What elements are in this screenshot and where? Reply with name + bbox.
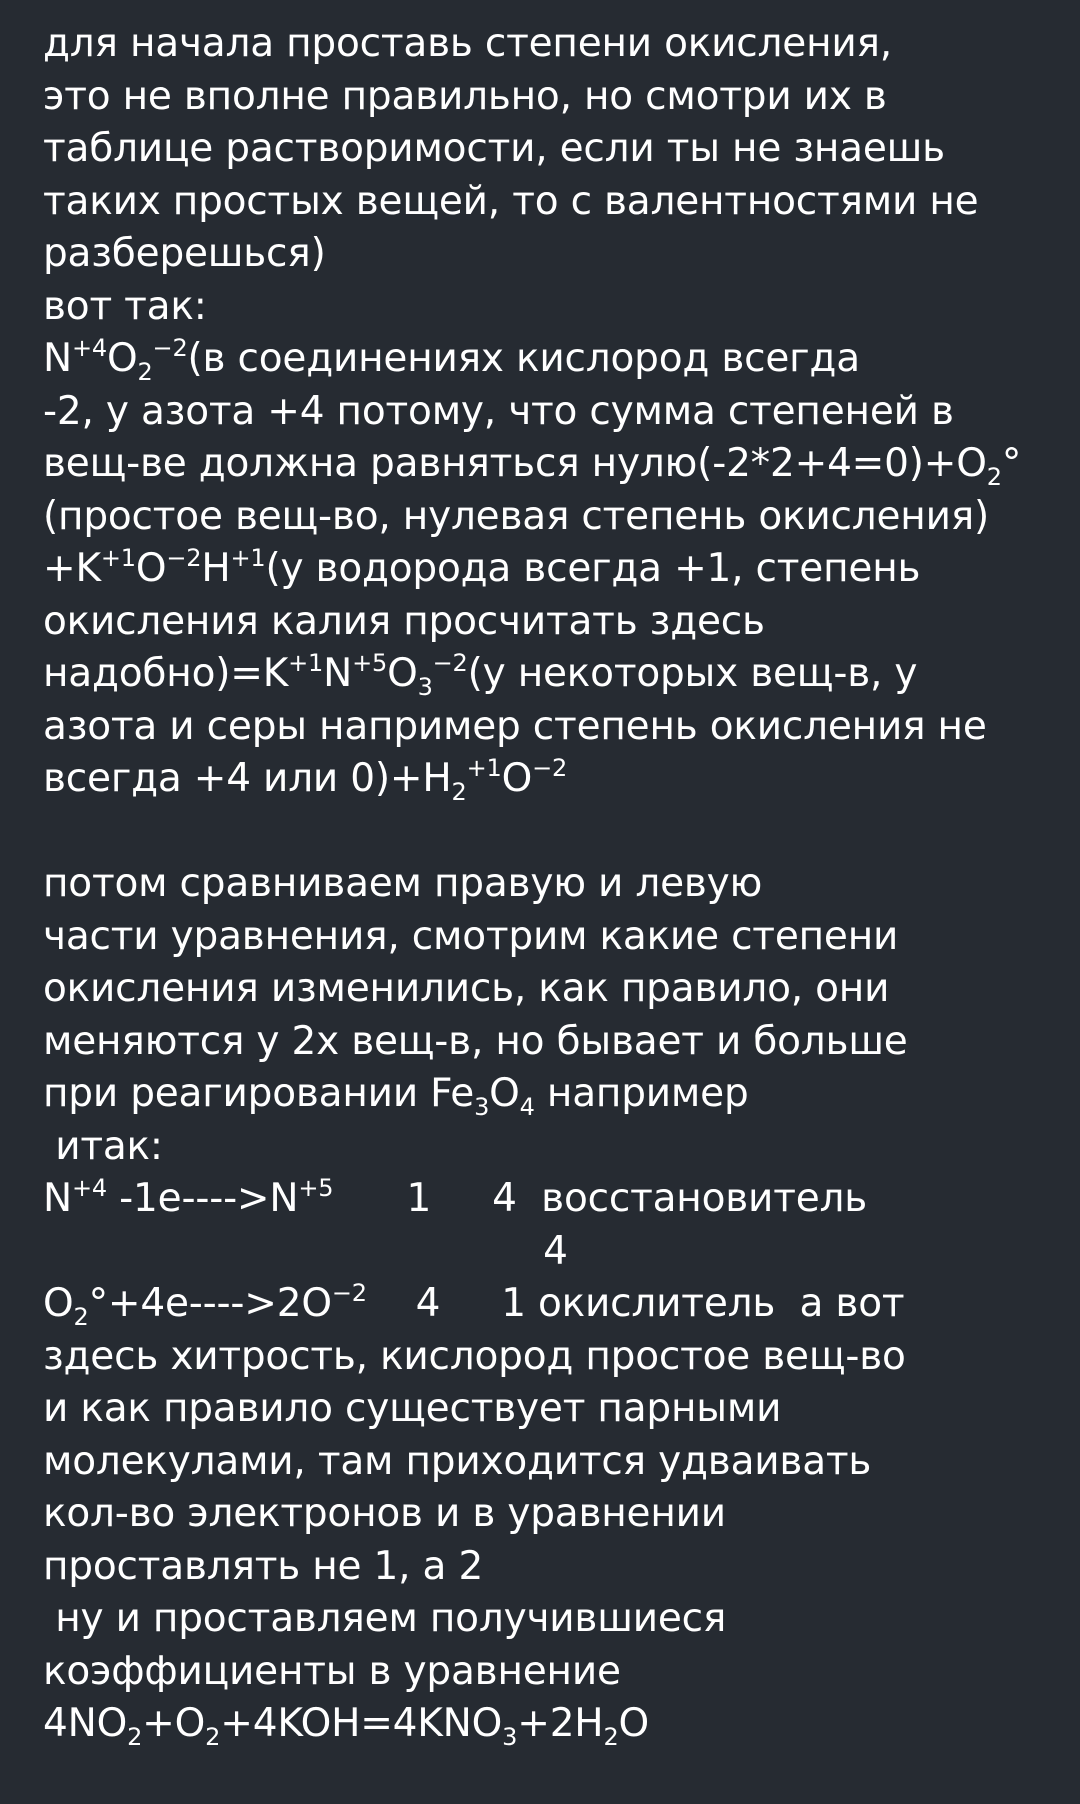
text-run: O: [135, 546, 167, 591]
text-run: проставлять не 1, а 2: [43, 1543, 484, 1589]
text-line: [43, 858, 1063, 911]
superscript: −2: [532, 754, 568, 782]
text-run: и как правило существует парными: [43, 1386, 782, 1431]
text-line: [43, 491, 1063, 544]
superscript: −2: [432, 649, 468, 677]
text-run: O: [387, 651, 418, 696]
text-run: O: [618, 1701, 650, 1746]
subscript: 3: [417, 673, 433, 701]
text-line: [43, 1488, 1063, 1541]
text-line: [43, 1646, 1063, 1699]
text-line: [43, 648, 1063, 701]
subscript: 4: [519, 1093, 535, 1121]
text-run: N: [43, 1176, 72, 1221]
text-run: +2H: [517, 1701, 604, 1746]
text-run: это не вполне правильно, но смотри их в: [43, 73, 887, 119]
subscript: 2: [451, 778, 467, 806]
text-run: коэффициенты в уравнение: [43, 1648, 621, 1694]
text-line: [43, 1226, 1063, 1279]
text-run: 4: [43, 1228, 568, 1274]
superscript: +1: [288, 649, 324, 677]
answer-text: [43, 18, 1063, 1751]
text-run: молекулами, там приходится удваивать: [43, 1438, 872, 1484]
superscript: −2: [152, 334, 188, 362]
text-line: [43, 701, 1063, 754]
text-run: для начала проставь степени окисления,: [43, 21, 892, 66]
text-run: (в соединениях кислород всегда: [187, 336, 860, 381]
text-run: итак:: [43, 1123, 163, 1169]
text-run: меняются у 2х вещ-в, но бывает и больше: [43, 1018, 908, 1064]
text-line: [43, 333, 1063, 386]
text-run: здесь хитрость, кислород простое вещ-во: [43, 1333, 906, 1379]
text-run: 1 4 восстановитель: [333, 1176, 868, 1221]
subscript: 2: [986, 463, 1002, 491]
text-run: -1e---->N: [106, 1176, 299, 1221]
text-line: [43, 1436, 1063, 1489]
text-line: [43, 1331, 1063, 1384]
superscript: −2: [331, 1279, 367, 1307]
text-run: части уравнения, смотрим какие степени: [43, 913, 899, 959]
text-run: окисления изменились, как правило, они: [43, 966, 890, 1011]
text-run: азота и серы например степень окисления не: [43, 703, 987, 749]
subscript: 2: [127, 1723, 143, 1751]
text-run: °+4e---->2O: [88, 1281, 332, 1326]
text-line: [43, 386, 1063, 439]
text-line: [43, 1016, 1063, 1069]
superscript: +5: [298, 1174, 334, 1202]
text-run: O: [106, 336, 138, 381]
subscript: 2: [205, 1723, 221, 1751]
subscript: 3: [502, 1723, 518, 1751]
text-line: [43, 1541, 1063, 1594]
text-line: [43, 1173, 1063, 1226]
superscript: +5: [352, 649, 388, 677]
superscript: +1: [466, 754, 502, 782]
text-line: [43, 911, 1063, 964]
text-run: -2, у азота +4 потому, что сумма степеней в: [43, 388, 954, 434]
text-line: [43, 18, 1063, 71]
text-line: [43, 176, 1063, 229]
text-run: всегда +4 или 0)+H: [43, 756, 452, 801]
superscript: −2: [166, 544, 202, 572]
text-line: [43, 753, 1063, 806]
text-run: надобно)=K: [43, 651, 289, 696]
text-run: ну и проставляем получившиеся: [43, 1596, 727, 1641]
text-run: N: [323, 651, 353, 696]
text-line: [43, 963, 1063, 1016]
text-run: (простое вещ-во, нулевая степень окисления): [43, 493, 989, 539]
text-line: [43, 438, 1063, 491]
subscript: 3: [474, 1093, 490, 1121]
text-line: [43, 228, 1063, 281]
subscript: 2: [73, 1303, 89, 1331]
text-line: [43, 1698, 1063, 1751]
text-line: [43, 281, 1063, 334]
superscript: +4: [71, 1174, 107, 1202]
text-run: O: [501, 756, 533, 801]
text-run: N: [43, 336, 72, 381]
text-run: +K: [43, 546, 101, 591]
text-line: [43, 1383, 1063, 1436]
text-line: [43, 596, 1063, 649]
text-run: вот так:: [43, 283, 207, 329]
text-run: 4NO: [43, 1701, 128, 1746]
text-run: окисления калия просчитать здесь: [43, 598, 765, 644]
superscript: +4: [71, 334, 107, 362]
text-run: разберешься): [43, 231, 326, 276]
text-line: [43, 1121, 1063, 1174]
text-run: таких простых вещей, то с валентностями не: [43, 178, 979, 224]
text-run: потом сравниваем правую и левую: [43, 861, 763, 906]
text-line: [43, 1278, 1063, 1331]
text-run: (у некоторых вещ-в, у: [467, 651, 918, 696]
text-run: O: [489, 1071, 520, 1116]
text-line: [43, 123, 1063, 176]
text-run: таблице растворимости, если ты не знаешь: [43, 126, 945, 171]
text-run: вещ-ве должна равняться нулю(-2*2+4=0)+O: [43, 441, 987, 486]
text-run: например: [534, 1071, 749, 1116]
text-run: 4 1 окислитель а вот: [366, 1281, 905, 1326]
superscript: +1: [230, 544, 266, 572]
subscript: 2: [603, 1723, 619, 1751]
text-line: [43, 1593, 1063, 1646]
text-line: [43, 1068, 1063, 1121]
text-run: +O: [142, 1701, 206, 1746]
text-run: (у водорода всегда +1, степень: [265, 546, 921, 591]
text-line: [43, 806, 1063, 859]
text-run: кол-во электронов и в уравнении: [43, 1491, 726, 1536]
text-run: H: [201, 546, 231, 591]
text-run: +4KOH=4KNO: [220, 1701, 503, 1746]
text-line: [43, 543, 1063, 596]
text-line: [43, 71, 1063, 124]
superscript: +1: [100, 544, 136, 572]
text-run: при реагировании Fe: [43, 1071, 475, 1116]
subscript: 2: [137, 358, 153, 386]
text-run: O: [43, 1281, 74, 1326]
text-run: °: [1001, 441, 1022, 486]
